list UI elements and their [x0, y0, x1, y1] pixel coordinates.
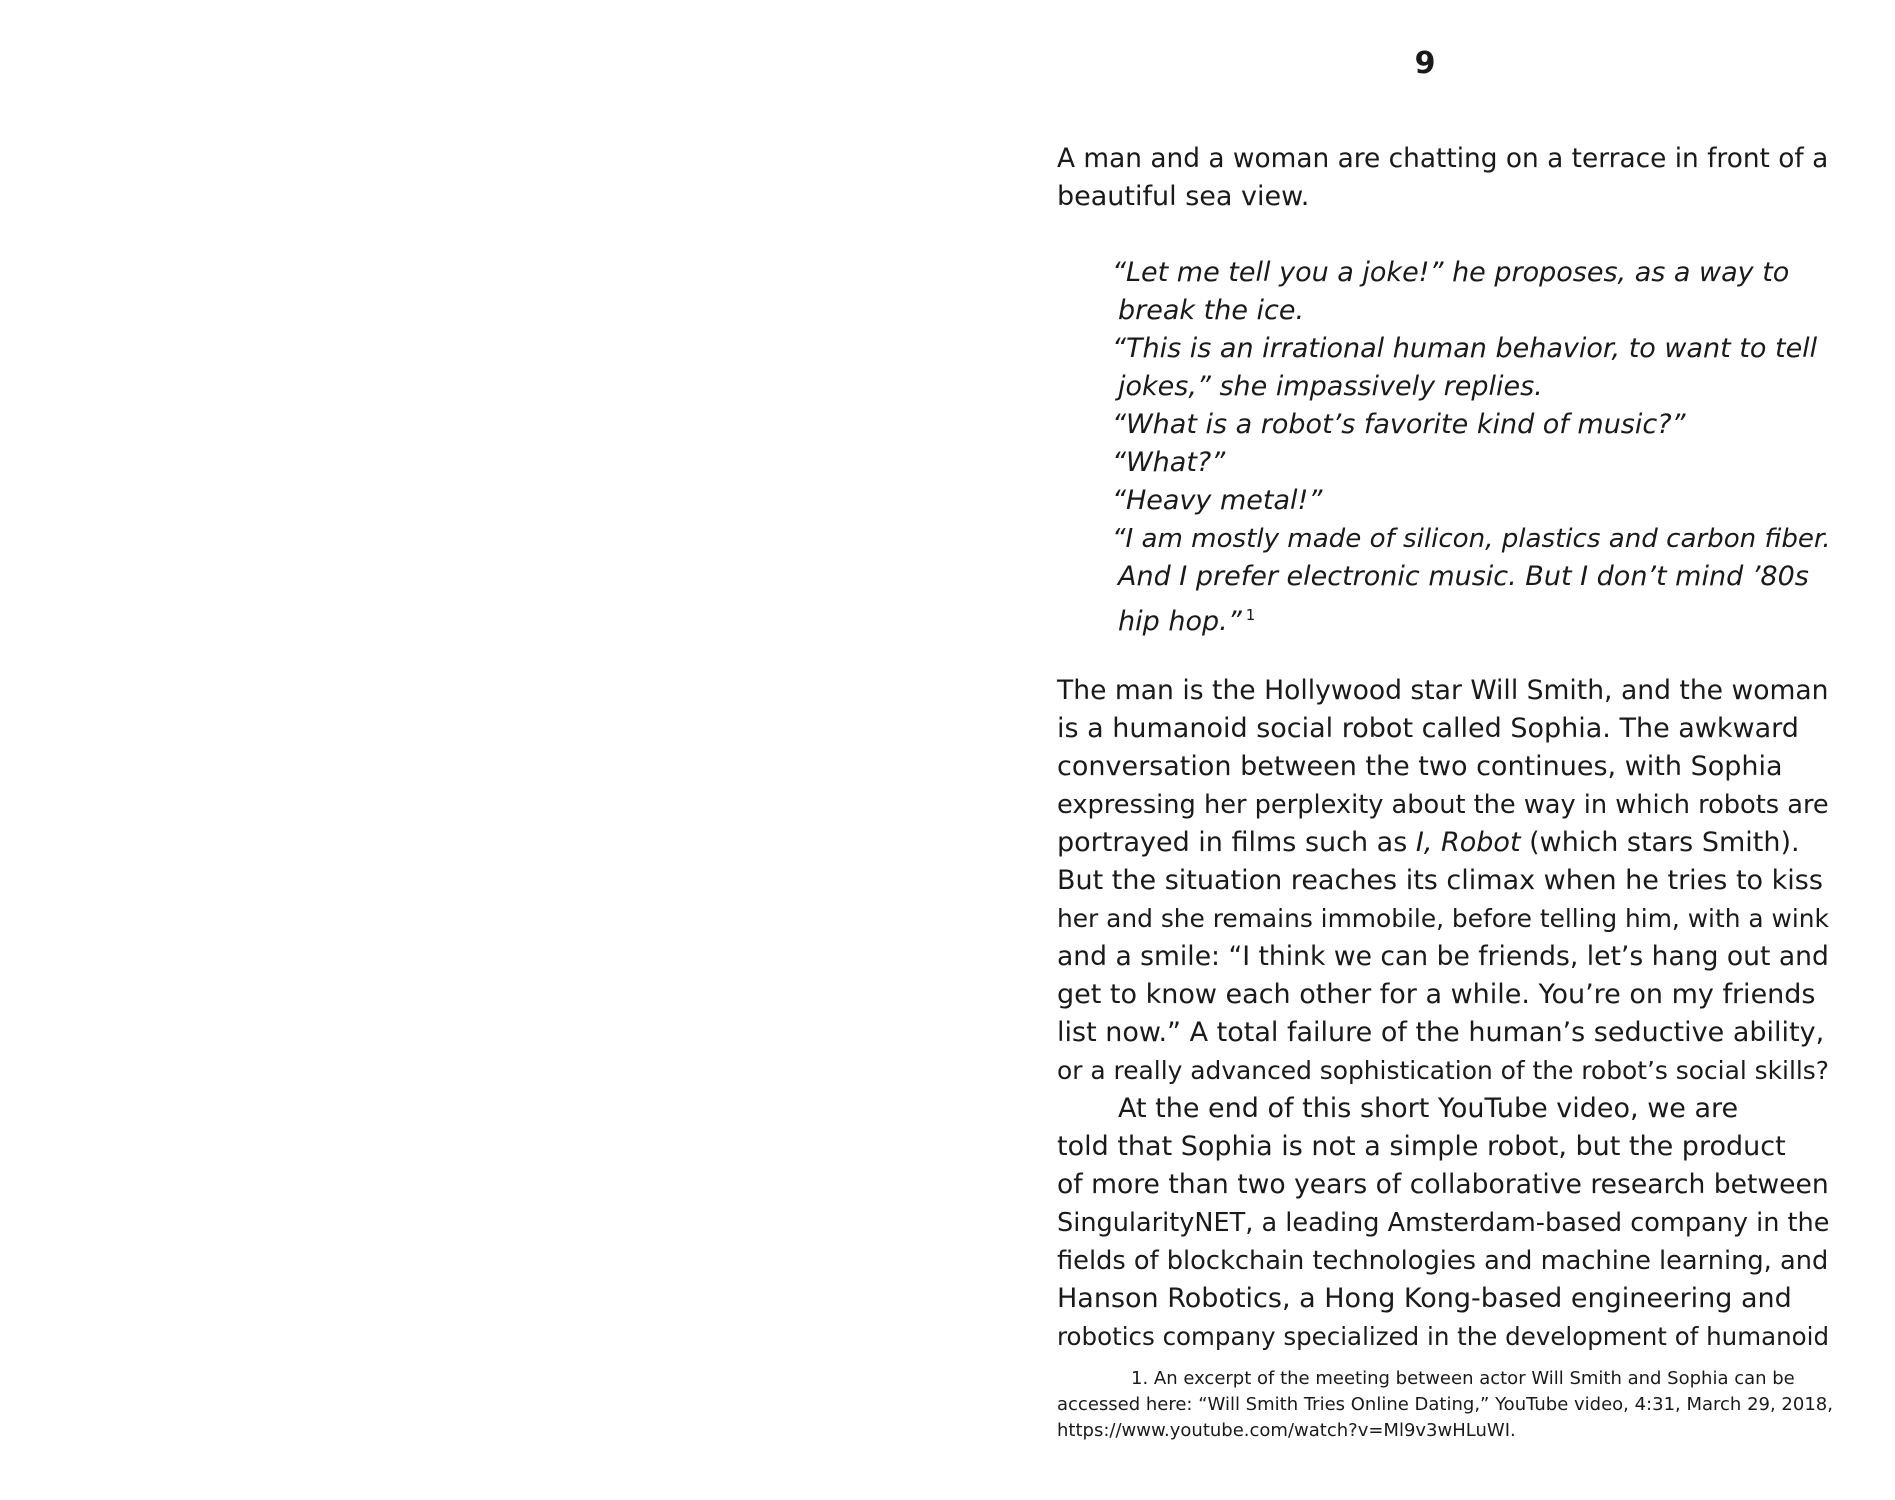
intro-line: A man and a woman are chatting on a terrace in front of a [1057, 144, 1829, 174]
body-line: is a humanoid social robot called Sophia. The awkward [1057, 713, 1799, 744]
dialogue-line: And I prefer electronic music. But I don’t mind ’80s [1118, 561, 1809, 592]
body-line: her and she remains immobile, before telling him, with a wink [1057, 904, 1829, 933]
body-line: SingularityNET, a leading Amsterdam-based company in the [1057, 1208, 1830, 1238]
body-line: expressing her perplexity about the way in which robots are [1057, 790, 1829, 820]
footnote [1057, 1366, 1837, 1444]
body-text: (which stars Smith). [1520, 827, 1800, 858]
dialogue-line: “Let me tell you a joke!” he proposes, as a way to [1112, 257, 1790, 288]
body-line: conversation between the two continues, with Sophia [1057, 751, 1783, 782]
body-line: The man is the Hollywood star Will Smith, and the woman [1057, 675, 1829, 706]
dialogue-line: “Heavy metal!” [1112, 485, 1323, 516]
dialogue-block [1057, 254, 1837, 637]
body-line: Hanson Robotics, a Hong Kong-based engineering and [1057, 1283, 1792, 1314]
main-text [1057, 140, 1837, 1356]
body-line: robotics company specialized in the development of humanoid [1057, 1322, 1830, 1351]
page-number: 9 [1414, 46, 1436, 81]
body-line: But the situation reaches its climax when he tries to kiss [1057, 865, 1823, 896]
body-line [1057, 824, 1837, 862]
footnote-url[interactable]: https://www.youtube.com/watch?v=Ml9v3wHLuWI. [1057, 1420, 1516, 1441]
body-line: At the end of this short YouTube video, we are [1118, 1093, 1739, 1124]
blank-left-page [0, 0, 947, 1500]
body-line: told that Sophia is not a simple robot, but the product [1057, 1131, 1786, 1162]
intro-line: beautiful sea view. [1057, 181, 1310, 212]
dialogue-line: “I am mostly made of silicon, plastics and carbon fiber. [1112, 524, 1831, 554]
body-line: list now.” A total failure of the human’s seductive ability, [1057, 1017, 1825, 1048]
body-line: or a really advanced sophistication of the robot’s social skills? [1057, 1056, 1829, 1085]
dialogue-line: “What is a robot’s favorite kind of music?” [1112, 409, 1686, 440]
dialogue-line: break the ice. [1118, 295, 1305, 326]
body-line: and a smile: “I think we can be friends, let’s hang out and [1057, 941, 1829, 972]
body-line: get to know each other for a while. You’re on my friends [1057, 979, 1816, 1010]
dialogue-line: “This is an irrational human behavior, to want to tell [1112, 333, 1818, 364]
film-title: I, Robot [1415, 827, 1521, 858]
footnote-reference[interactable]: 1 [1245, 606, 1256, 624]
footnote-line: 1. An excerpt of the meeting between actor Will Smith and Sophia can be [1131, 1368, 1795, 1389]
body-line: fields of blockchain technologies and machine learning, and [1057, 1246, 1829, 1276]
body-line: of more than two years of collaborative research between [1057, 1169, 1829, 1200]
dialogue-line [1057, 596, 1837, 637]
dialogue-line: jokes,” she impassively replies. [1118, 371, 1543, 402]
body-text: portrayed in films such as [1057, 827, 1416, 858]
footnote-line: accessed here: “Will Smith Tries Online Dating,” YouTube video, 4:31, March 29, 2018, [1057, 1394, 1833, 1415]
dialogue-line-text: hip hop.” [1118, 606, 1242, 637]
dialogue-line: “What?” [1112, 447, 1226, 478]
